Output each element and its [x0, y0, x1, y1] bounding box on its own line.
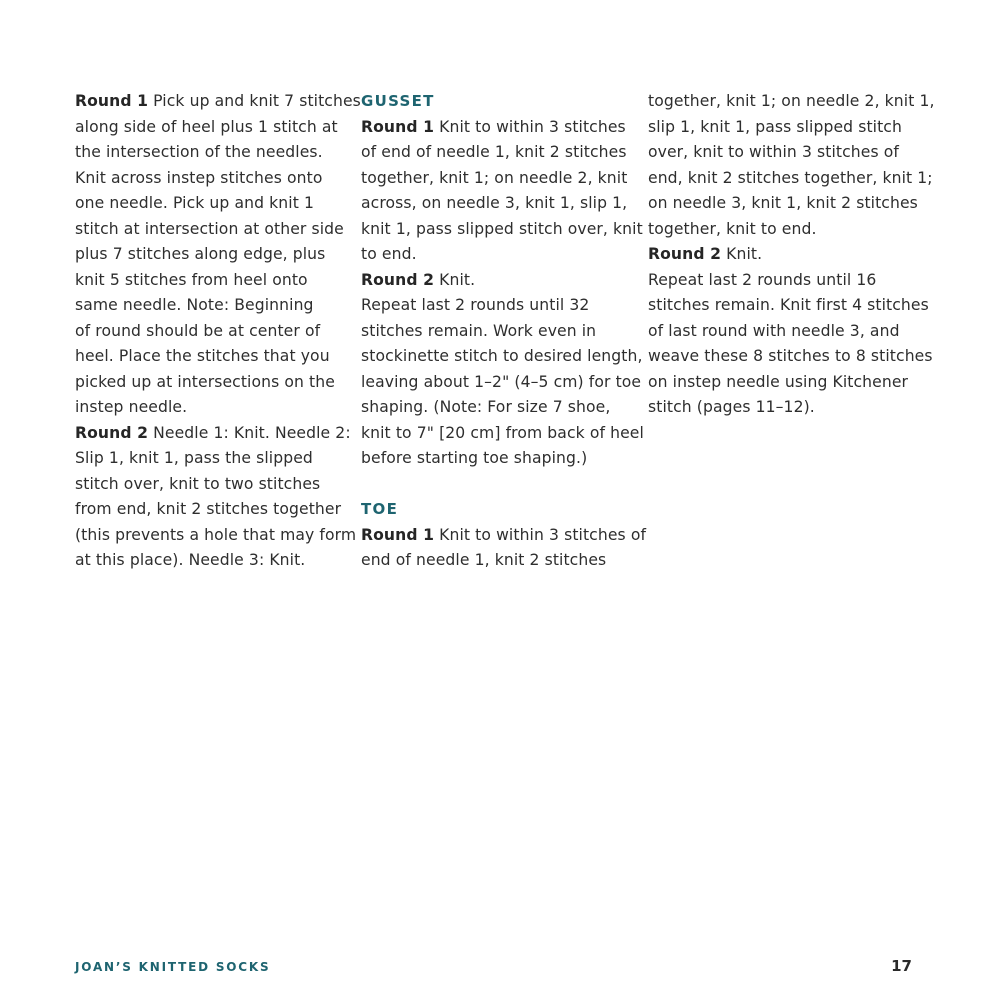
text-line: knit to 7" [20 cm] from back of heel — [361, 423, 644, 442]
text-line: end of needle 1, knit 2 stitches — [361, 551, 607, 569]
round-label: Round 2 — [75, 423, 149, 442]
section-heading-toe: TOE — [361, 500, 399, 518]
text-line: stitch over, knit to two stitches — [75, 474, 321, 493]
text-span: Knit. — [726, 245, 763, 263]
text-line: to end. — [361, 245, 417, 263]
text-line: together, knit to end. — [648, 219, 817, 238]
text-line: shaping. (Note: For size 7 shoe, — [361, 398, 611, 416]
text-span: Knit to within 3 stitches — [439, 117, 626, 136]
text-line — [75, 89, 361, 115]
text-line: along side of heel plus 1 stitch at — [75, 117, 338, 136]
text-line: of round should be at center of — [75, 321, 321, 340]
round-label: Round 1 — [75, 92, 149, 110]
text-line: at this place). Needle 3: Knit. — [75, 551, 306, 569]
text-span: Knit. — [439, 270, 476, 289]
column-3 — [648, 89, 938, 421]
text-line: together, knit 1; on needle 2, knit — [361, 168, 628, 187]
text-line: of end of needle 1, knit 2 stitches — [361, 143, 627, 161]
text-line: same needle. Note: Beginning — [75, 296, 314, 314]
text-line — [361, 523, 647, 549]
round-label: Round 2 — [361, 270, 435, 289]
text-line: on needle 3, knit 1, knit 2 stitches — [648, 194, 918, 212]
text-line: stitch at intersection at other side — [75, 219, 344, 238]
text-line: Repeat last 2 rounds until 16 — [648, 270, 877, 289]
text-line: stitches remain. Work even in — [361, 321, 597, 340]
text-line: together, knit 1; on needle 2, knit 1, — [648, 92, 935, 110]
text-line: weave these 8 stitches to 8 stitches — [648, 347, 933, 365]
text-line: stitches remain. Knit first 4 stitches — [648, 296, 929, 314]
round-label: Round 1 — [361, 117, 435, 136]
running-footer-title: JOAN’S KNITTED SOCKS — [75, 960, 271, 974]
text-line: across, on needle 3, knit 1, slip 1, — [361, 194, 628, 212]
text-line: one needle. Pick up and knit 1 — [75, 194, 315, 212]
column-2 — [361, 89, 647, 574]
round-label: Round 1 — [361, 525, 435, 544]
text-line: Repeat last 2 rounds until 32 — [361, 296, 590, 314]
text-line: the intersection of the needles. — [75, 143, 323, 161]
text-line: stockinette stitch to desired length, — [361, 347, 643, 365]
text-line: leaving about 1–2" (4–5 cm) for toe — [361, 372, 642, 391]
text-line: heel. Place the stitches that you — [75, 347, 330, 365]
text-span: Needle 1: Knit. Needle 2: — [153, 423, 351, 442]
text-line: plus 7 stitches along edge, plus — [75, 245, 326, 263]
section-gap — [361, 472, 631, 498]
section-heading-gusset: GUSSET — [361, 92, 435, 110]
text-line: before starting toe shaping.) — [361, 449, 588, 467]
text-line — [75, 421, 351, 447]
text-line: knit 5 stitches from heel onto — [75, 270, 308, 289]
text-line: Slip 1, knit 1, pass the slipped — [75, 449, 313, 467]
column-1 — [75, 89, 361, 574]
text-line: from end, knit 2 stitches together — [75, 500, 342, 518]
text-line: stitch (pages 11–12). — [648, 398, 815, 416]
text-line: knit 1, pass slipped stitch over, knit — [361, 219, 643, 238]
text-line: of last round with needle 3, and — [648, 321, 900, 340]
text-line — [361, 268, 631, 294]
text-line: end, knit 2 stitches together, knit 1; — [648, 168, 933, 187]
text-line: slip 1, knit 1, pass slipped stitch — [648, 117, 902, 136]
round-label: Round 2 — [648, 245, 722, 263]
text-span: Knit to within 3 stitches of — [439, 525, 647, 544]
text-line: (this prevents a hole that may form — [75, 525, 357, 544]
text-line — [648, 242, 938, 268]
text-line: on instep needle using Kitchener — [648, 372, 909, 391]
text-line: picked up at intersections on the — [75, 372, 335, 391]
text-span: Pick up and knit 7 stitches — [153, 92, 361, 110]
text-line: instep needle. — [75, 398, 188, 416]
text-line: Knit across instep stitches onto — [75, 168, 323, 187]
text-line: over, knit to within 3 stitches of — [648, 143, 899, 161]
text-line — [361, 115, 631, 141]
page-number: 17 — [891, 957, 912, 975]
